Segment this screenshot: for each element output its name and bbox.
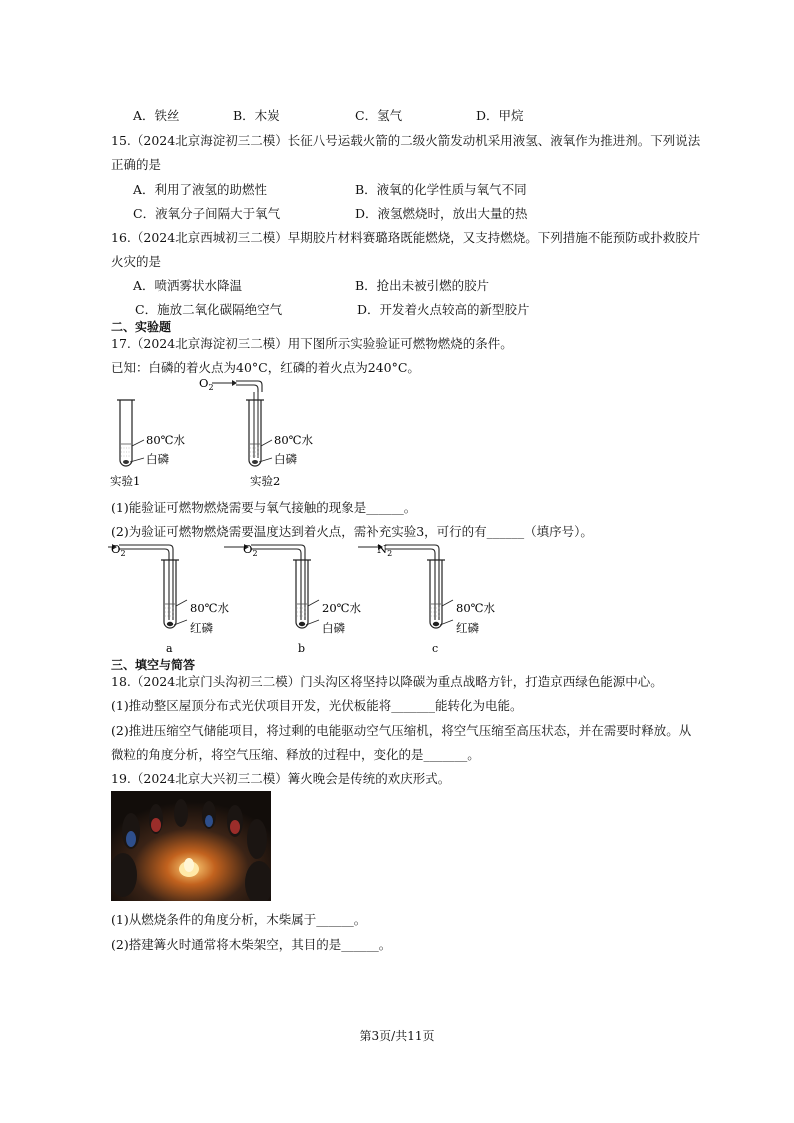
exp2-caption: 实验2: [250, 474, 281, 488]
exp3b-gas-label: $O_2$: [243, 542, 258, 558]
test-tube-2: [236, 381, 272, 466]
section-heading-fill-in: 三、填空与简答: [111, 658, 196, 672]
q15-option-c: C．液氧分子间隔大于氧气: [133, 206, 281, 221]
q16-option-a: A．喷洒雾状水降温: [133, 278, 243, 293]
q18-stem: 18.（2024北京门头沟初三二模）门头沟区将坚持以降碳为重点战略方针，打造京西绿色能源中心。: [111, 674, 663, 689]
q14-option-c: C．氢气: [355, 108, 403, 123]
exp3c-caption: c: [432, 642, 439, 655]
experiment-3-figure: [108, 540, 528, 660]
exp3c-sample-label: 红磷: [456, 621, 479, 635]
page-footer: 第3页/共11页: [359, 1029, 435, 1043]
test-tube-a: [108, 542, 229, 655]
bonfire-image: [111, 791, 271, 901]
test-tube-c: [358, 542, 495, 655]
exp3a-water-label: 80℃水: [190, 601, 229, 615]
q17-sub1: (1)能验证可燃物燃烧需要与氧气接触的现象是______。: [111, 500, 417, 515]
q19-sub2: (2)搭建篝火时通常将木柴架空，其目的是______。: [111, 937, 392, 952]
exp3c-gas-label: $N_2$: [377, 542, 393, 558]
q14-option-a: A．铁丝: [133, 108, 180, 123]
exp3b-sample-label: 白磷: [322, 621, 345, 635]
exp3b-water-label: 20℃水: [322, 601, 361, 615]
q17-sub2: (2)为验证可燃物燃烧需要温度达到着火点，需补充实验3，可行的有______（填序号）。: [111, 524, 593, 539]
q19-stem: 19.（2024北京大兴初三二模）篝火晚会是传统的欢庆形式。: [111, 771, 451, 786]
q16-option-d: D．开发着火点较高的新型胶片: [357, 302, 530, 317]
q18-sub2-line2: 微粒的角度分析，将空气压缩、释放的过程中，变化的是_______。: [111, 747, 480, 762]
q16-stem-line2: 火灾的是: [111, 254, 162, 269]
section-heading-experiment: 二、实验题: [111, 320, 172, 334]
exp3a-gas-label: $O_2$: [111, 542, 126, 558]
q14-option-d: D．甲烷: [476, 108, 524, 123]
q15-stem-line2: 正确的是: [111, 157, 162, 172]
exp1-sample-label: 白磷: [146, 452, 169, 466]
exp3c-water-label: 80℃水: [456, 601, 495, 615]
exp2-water-label: 80℃水: [274, 433, 313, 447]
q14-option-b: B．木炭: [233, 108, 280, 123]
arrow-right-icon: [212, 380, 237, 386]
q15-stem-line1: 15.（2024北京海淀初三二模）长征八号运载火箭的二级火箭发动机采用液氢、液氧作为推进剂。下列说法: [111, 133, 701, 148]
exp3a-sample-label: 红磷: [190, 621, 213, 635]
q18-sub1: (1)推动整区屋顶分布式光伏项目开发，光伏板能将_______能转化为电能。: [111, 698, 523, 713]
q15-option-a: A．利用了液氢的助燃性: [133, 182, 268, 197]
q16-option-b: B．抢出未被引燃的胶片: [355, 278, 490, 293]
test-tube-b: [224, 542, 361, 655]
q17-stem-line1: 17.（2024北京海淀初三二模）用下图所示实验验证可燃物燃烧的条件。: [111, 336, 513, 351]
experiment-1-2-figure: [108, 372, 358, 492]
q16-option-c: C．施放二氧化碳隔绝空气: [135, 302, 283, 317]
q18-sub2-line1: (2)推进压缩空气储能项目，将过剩的电能驱动空气压缩机，将空气压缩至高压状态，并在需要时释放。从: [111, 723, 692, 738]
q16-stem-line1: 16.（2024北京西城初三二模）早期胶片材料赛璐珞既能燃烧，又支持燃烧。下列措施不能预防或扑救胶片: [111, 230, 701, 245]
q15-option-d: D．液氢燃烧时，放出大量的热: [355, 206, 528, 221]
bonfire-photo: [111, 791, 271, 901]
q15-option-b: B．液氧的化学性质与氧气不同: [355, 182, 527, 197]
q17-stem-line2: 已知：白磷的着火点为40°C，红磷的着火点为240°C。: [111, 360, 420, 375]
exp2-sample-label: 白磷: [274, 452, 297, 466]
exp1-caption: 实验1: [110, 474, 141, 488]
test-tube-1: [117, 400, 144, 466]
exp1-water-label: 80℃水: [146, 433, 185, 447]
q19-sub1: (1)从燃烧条件的角度分析，木柴属于______。: [111, 912, 367, 927]
exp3b-caption: b: [298, 642, 306, 655]
exp2-gas-label: $O_2$: [199, 376, 214, 392]
exp3a-caption: a: [166, 642, 173, 655]
